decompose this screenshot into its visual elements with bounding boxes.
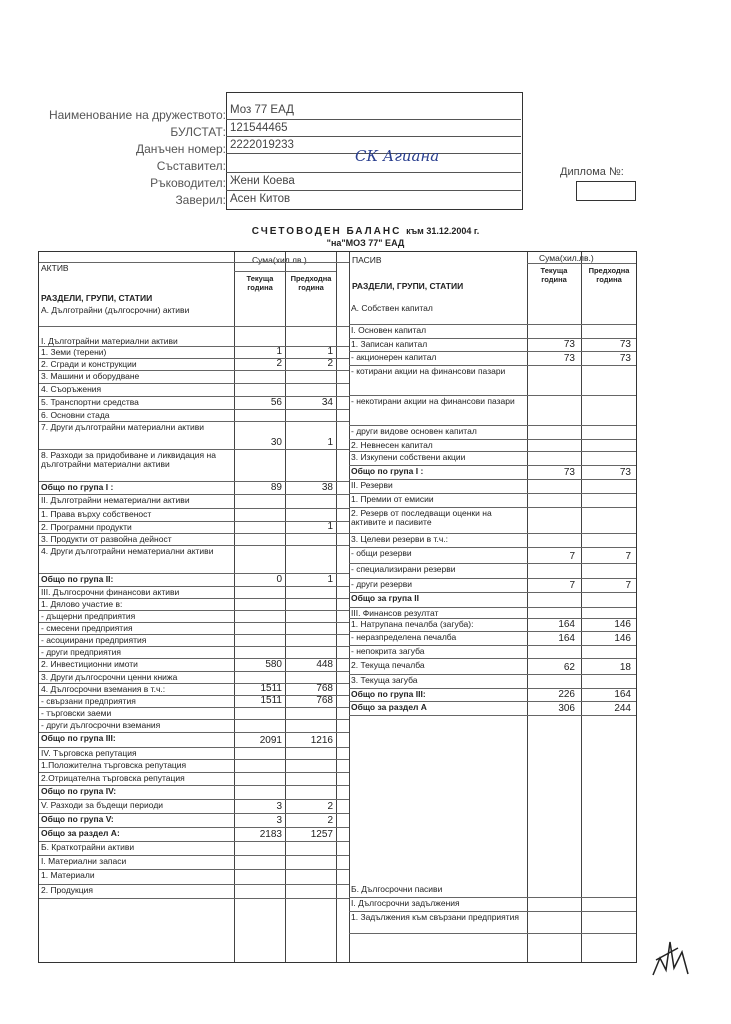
- asset-prior-year-value: 768: [316, 683, 333, 694]
- liability-current-year-value: 164: [558, 633, 575, 644]
- asset-row-label: II. Дълготрайни нематериални активи: [41, 495, 190, 505]
- liability-current-year-value: 7: [569, 551, 575, 562]
- asset-row-label: 1. Права върху собственост: [41, 509, 152, 519]
- liability-row-label: 2. Текуща печалба: [351, 660, 425, 670]
- liability-row-label: - специализирани резерви: [351, 564, 456, 574]
- tax-number-label: Данъчен номер:: [135, 142, 226, 156]
- asset-row-label: 2. Сгради и конструкции: [41, 359, 137, 369]
- row-divider: [39, 898, 349, 899]
- asset-prior-year-value: 38: [321, 482, 333, 493]
- liability-row-label: - некотирани акции на финансови пазари: [351, 396, 515, 406]
- liability-row-label: Общо за раздел А: [351, 702, 427, 712]
- liability-row-label: Общо по група III:: [351, 689, 426, 699]
- liability-row-label: - акционерен капитал: [351, 352, 437, 362]
- header-divider: [226, 136, 521, 137]
- asset-prior-year-value: 448: [316, 659, 333, 670]
- asset-current-year-value: 1: [276, 346, 282, 357]
- liability-row-label: 3. Текуща загуба: [351, 675, 418, 685]
- liability-current-year-value: 73: [563, 339, 575, 350]
- asset-prior-year-value: 768: [316, 695, 333, 706]
- liability-row-label: - котирани акции на финансови пазари: [351, 366, 506, 376]
- asset-row-label: - търговски заеми: [41, 708, 112, 718]
- liabilities-header: ПАСИВ: [352, 255, 382, 265]
- liability-current-year-value: 73: [563, 467, 575, 478]
- liability-row-label: I. Дългосрочни задължения: [351, 898, 460, 908]
- asset-current-year-value: 1511: [260, 695, 282, 706]
- asset-row-label: 3. Машини и оборудване: [41, 371, 140, 381]
- asset-prior-year-value: 1: [327, 437, 333, 448]
- liability-row-label: 3. Изкупени собствени акции: [351, 452, 466, 462]
- row-divider: [234, 271, 336, 272]
- company-name-label: Наименование на дружеството:: [48, 108, 226, 122]
- asset-row-label: 8. Разходи за придобиване и ликвидация на дълготрайни материални активи: [41, 450, 216, 469]
- liability-row-label: 1. Премии от емисии: [351, 494, 434, 504]
- liability-row-label: III. Финансов резултат: [351, 608, 439, 618]
- asset-prior-year-value: 2: [327, 815, 333, 826]
- asset-prior-year-value: 2: [327, 801, 333, 812]
- bulstat-value: 121544465: [230, 122, 288, 134]
- asset-row-label: 1. Материали: [41, 870, 95, 880]
- handwritten-signature-text: СК Агиана: [355, 147, 440, 165]
- liability-current-year-value: 226: [558, 689, 575, 700]
- liability-row-label: I. Основен капитал: [351, 325, 427, 335]
- liabilities-sum-header: Сума(хил.лв.): [539, 253, 594, 263]
- bulstat-label: БУЛСТАТ:: [170, 125, 226, 139]
- liability-prior-year-value: 73: [619, 353, 631, 364]
- liability-row-label: 1. Задължения към свързани предприятия: [351, 912, 520, 922]
- liability-prior-year-value: 164: [614, 689, 631, 700]
- liability-prior-year-value: 244: [614, 703, 631, 714]
- liability-prior-year-value: 7: [625, 580, 631, 591]
- row-divider: [349, 658, 636, 659]
- asset-row-label: 7. Други дълготрайни материални активи: [41, 422, 205, 432]
- row-divider: [349, 933, 636, 934]
- liability-prior-year-value: 18: [619, 662, 631, 673]
- asset-row-label: 2.Отрицателна търговска репутация: [41, 773, 185, 783]
- signature-scribble-icon: [648, 930, 693, 980]
- liability-row-label: 2. Невнесен капитал: [351, 440, 433, 450]
- diploma-label: Диплома №:: [560, 166, 624, 178]
- asset-row-label: V. Разходи за бъдещи периоди: [41, 800, 164, 810]
- title-main: СЧЕТОВОДЕН БАЛАНС: [251, 226, 402, 237]
- asset-row-label: 1. Дялово участие в:: [41, 599, 123, 609]
- row-divider: [39, 262, 349, 263]
- liability-row-label: 1. Натрупана печалба (загуба):: [351, 619, 474, 629]
- liability-row-label: - общи резерви: [351, 548, 412, 558]
- auditor-label: Заверил:: [175, 193, 226, 207]
- asset-prior-year-value: 1: [327, 574, 333, 585]
- liability-row-label: - неразпределена печалба: [351, 632, 457, 642]
- asset-row-label: Общо по група II:: [41, 574, 114, 584]
- liabilities-prior-year-header: Предходна година: [588, 266, 630, 284]
- asset-current-year-value: 2: [276, 358, 282, 369]
- asset-current-year-value: 580: [265, 659, 282, 670]
- liability-current-year-value: 7: [569, 580, 575, 591]
- asset-current-year-value: 30: [270, 437, 282, 448]
- company-name-value: Моз 77 ЕАД: [230, 104, 294, 116]
- header-divider: [226, 172, 521, 173]
- asset-row-label: 2. Програмни продукти: [41, 522, 132, 532]
- asset-prior-year-value: 2: [327, 358, 333, 369]
- asset-row-label: 4. Съоръжения: [41, 384, 102, 394]
- row-divider: [349, 715, 636, 716]
- asset-current-year-value: 2183: [259, 829, 282, 840]
- compiler-label: Съставител:: [156, 159, 226, 173]
- asset-current-year-value: 2091: [259, 735, 282, 746]
- assets-prior-year-header: Предходна година: [290, 274, 332, 292]
- asset-prior-year-value: 1216: [310, 735, 333, 746]
- liability-row-label: 1. Записан капитал: [351, 339, 428, 349]
- asset-row-label: Общо по група I :: [41, 482, 114, 492]
- asset-row-label: - смесени предприятия: [41, 623, 133, 633]
- asset-current-year-value: 89: [270, 482, 282, 493]
- asset-prior-year-value: 34: [321, 397, 333, 408]
- liability-row-label: 2. Резерв от последващи оценки на активите и пасивите: [351, 508, 492, 527]
- asset-row-label: - други предприятия: [41, 647, 121, 657]
- liability-row-label: - други видове основен капитал: [351, 426, 477, 436]
- balance-sheet-table: [38, 251, 637, 963]
- asset-row-label: 2. Продукция: [41, 885, 93, 895]
- document-title: [0, 226, 731, 237]
- liability-prior-year-value: 146: [614, 633, 631, 644]
- asset-prior-year-value: 1257: [310, 829, 333, 840]
- assets-current-year-header: Текуща година: [246, 274, 274, 292]
- liability-row-label: II. Резерви: [351, 480, 393, 490]
- liability-row-label: А. Собствен капитал: [351, 303, 433, 313]
- liability-row-label: 3. Целеви резерви в т.ч.:: [351, 534, 448, 544]
- liability-current-year-value: 73: [563, 353, 575, 364]
- title-date: към 31.12.2004 г.: [406, 226, 480, 236]
- liability-prior-year-value: 73: [619, 339, 631, 350]
- asset-row-label: 3. Продукти от развойна дейност: [41, 534, 172, 544]
- liability-current-year-value: 164: [558, 619, 575, 630]
- header-divider: [226, 190, 521, 191]
- liabilities-subheader: РАЗДЕЛИ, ГРУПИ, СТАТИИ: [352, 281, 464, 291]
- liability-current-year-value: 62: [563, 662, 575, 673]
- assets-sum-header: Сума(хил.лв.): [252, 255, 307, 265]
- asset-row-label: Общо по група IV:: [41, 786, 117, 796]
- assets-header: АКТИВ: [41, 263, 69, 273]
- asset-row-label: 4. Дългосрочни вземания в т.ч.:: [41, 684, 166, 694]
- asset-row-label: Б. Краткотрайни активи: [41, 842, 135, 852]
- asset-prior-year-value: 1: [327, 346, 333, 357]
- asset-row-label: IV. Търговска репутация: [41, 748, 137, 758]
- asset-row-label: 4. Други дълготрайни нематериални активи: [41, 546, 214, 556]
- asset-row-label: А. Дълготрайни (дългосрочни) активи: [41, 305, 190, 315]
- liability-current-year-value: 306: [558, 703, 575, 714]
- asset-row-label: Общо за раздел А:: [41, 828, 120, 838]
- liability-row-label: Общо по група I :: [351, 466, 424, 476]
- liability-row-label: Б. Дългосрочни пасиви: [351, 884, 443, 894]
- asset-row-label: 5. Транспортни средства: [41, 397, 139, 407]
- auditor-value: Асен Китов: [230, 193, 291, 205]
- asset-row-label: 1.Положителна търговска репутация: [41, 760, 187, 770]
- asset-current-year-value: 3: [276, 815, 282, 826]
- tax-number-value: 2222019233: [230, 139, 294, 151]
- asset-current-year-value: 1511: [260, 683, 282, 694]
- asset-current-year-value: 3: [276, 801, 282, 812]
- asset-row-label: 1. Земи (терени): [41, 347, 107, 357]
- row-divider: [39, 326, 349, 327]
- liabilities-current-year-header: Текуща година: [540, 266, 568, 284]
- liability-prior-year-value: 146: [614, 619, 631, 630]
- manager-value: Жени Коева: [230, 175, 295, 187]
- asset-row-label: Общо по група III:: [41, 733, 116, 743]
- liability-prior-year-value: 73: [619, 467, 631, 478]
- asset-row-label: 6. Основни стада: [41, 410, 110, 420]
- row-divider: [527, 263, 636, 264]
- liability-prior-year-value: 7: [625, 551, 631, 562]
- liability-row-label: - непокрита загуба: [351, 646, 425, 656]
- asset-row-label: Общо по група V:: [41, 814, 114, 824]
- header-divider: [226, 119, 521, 120]
- asset-row-label: I. Дълготрайни материални активи: [41, 336, 178, 346]
- diploma-field: [576, 181, 636, 201]
- asset-row-label: III. Дългосрочни финансови активи: [41, 587, 180, 597]
- asset-row-label: I. Материални запаси: [41, 856, 127, 866]
- asset-current-year-value: 0: [276, 574, 282, 585]
- asset-current-year-value: 56: [270, 397, 282, 408]
- liability-row-label: Общо за група II: [351, 593, 419, 603]
- manager-label: Ръководител:: [150, 176, 226, 190]
- asset-row-label: - дъщерни предприятия: [41, 611, 136, 621]
- asset-row-label: - асоциирани предприятия: [41, 635, 147, 645]
- asset-row-label: - свързани предприятия: [41, 696, 136, 706]
- asset-row-label: 3. Други дългосрочни ценни книжа: [41, 672, 178, 682]
- asset-row-label: 2. Инвестиционни имоти: [41, 659, 138, 669]
- document-subtitle: "на"МОЗ 77" ЕАД: [326, 238, 405, 248]
- asset-prior-year-value: 1: [327, 521, 333, 532]
- assets-subheader: РАЗДЕЛИ, ГРУПИ, СТАТИИ: [41, 293, 153, 303]
- liability-row-label: - други резерви: [351, 579, 413, 589]
- asset-row-label: - други дългосрочни вземания: [41, 720, 161, 730]
